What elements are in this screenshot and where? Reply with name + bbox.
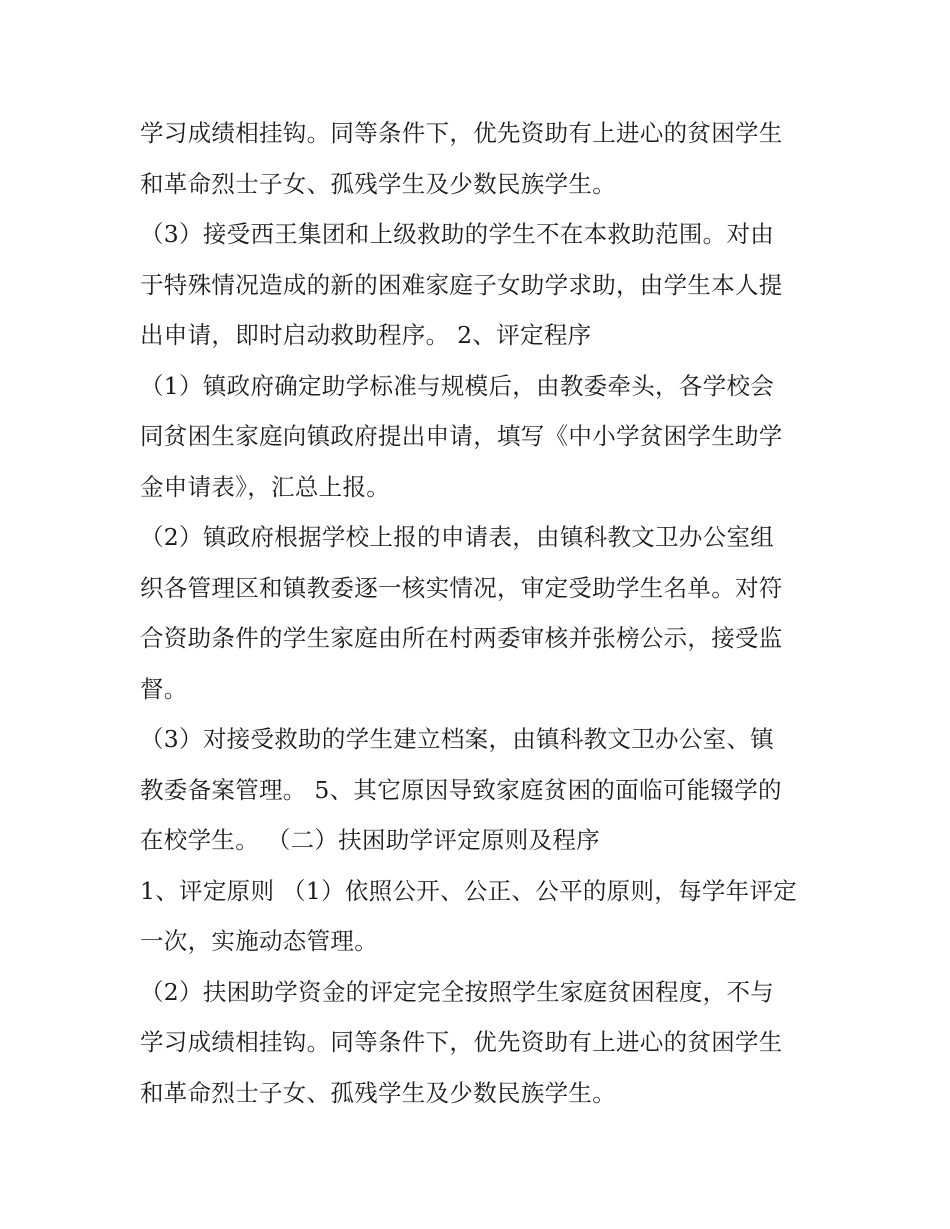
text-line: （3）接受西王集团和上级救助的学生不在本救助范围。对由 bbox=[140, 220, 775, 248]
text-line: （3）对接受救助的学生建立档案，由镇科教文卫办公室、镇 bbox=[140, 725, 775, 753]
text-line: 和革命烈士子女、孤残学生及少数民族学生。 bbox=[140, 1078, 616, 1107]
text-line: （1）镇政府确定助学标准与规模后，由教委牵头，各学校会 bbox=[140, 371, 775, 400]
text-line: 和革命烈士子女、孤残学生及少数民族学生。 bbox=[140, 169, 616, 198]
text-line: 金申请表》，汇总上报。 bbox=[140, 472, 391, 501]
text-line: 学习成绩相挂钩。同等条件下，优先资助有上进心的贫困学生 bbox=[140, 119, 783, 147]
text-line: 一次，实施动态管理。 bbox=[140, 927, 378, 955]
text-line: 督。 bbox=[140, 674, 188, 703]
text-line: （2）扶困助学资金的评定完全按照学生家庭贫困程度，不与 bbox=[140, 977, 775, 1006]
text-line: （2）镇政府根据学校上报的申请表，由镇科教文卫办公室组 bbox=[140, 523, 775, 551]
text-line: 在校学生。 （二）扶困助学评定原则及程序 bbox=[140, 826, 600, 854]
text-line: 出申请，即时启动救助程序。 2、评定程序 bbox=[140, 321, 592, 349]
body-text bbox=[140, 108, 820, 1118]
text-line: 1、评定原则 （1）依照公开、公正、公平的原则，每学年评定 bbox=[140, 876, 798, 905]
text-line: 于特殊情况造成的新的困难家庭子女助学求助，由学生本人提 bbox=[140, 270, 783, 299]
text-line: 合资助条件的学生家庭由所在村两委审核并张榜公示，接受监 bbox=[140, 624, 783, 652]
text-line: 学习成绩相挂钩。同等条件下，优先资助有上进心的贫困学生 bbox=[140, 1028, 783, 1056]
text-line: 教委备案管理。 5、其它原因导致家庭贫困的面临可能辍学的 bbox=[140, 775, 782, 804]
text-line: 织各管理区和镇教委逐一核实情况，审定受助学生名单。对符 bbox=[140, 573, 783, 602]
text-line: 同贫困生家庭向镇政府提出申请，填写《中小学贫困学生助学 bbox=[140, 422, 783, 450]
